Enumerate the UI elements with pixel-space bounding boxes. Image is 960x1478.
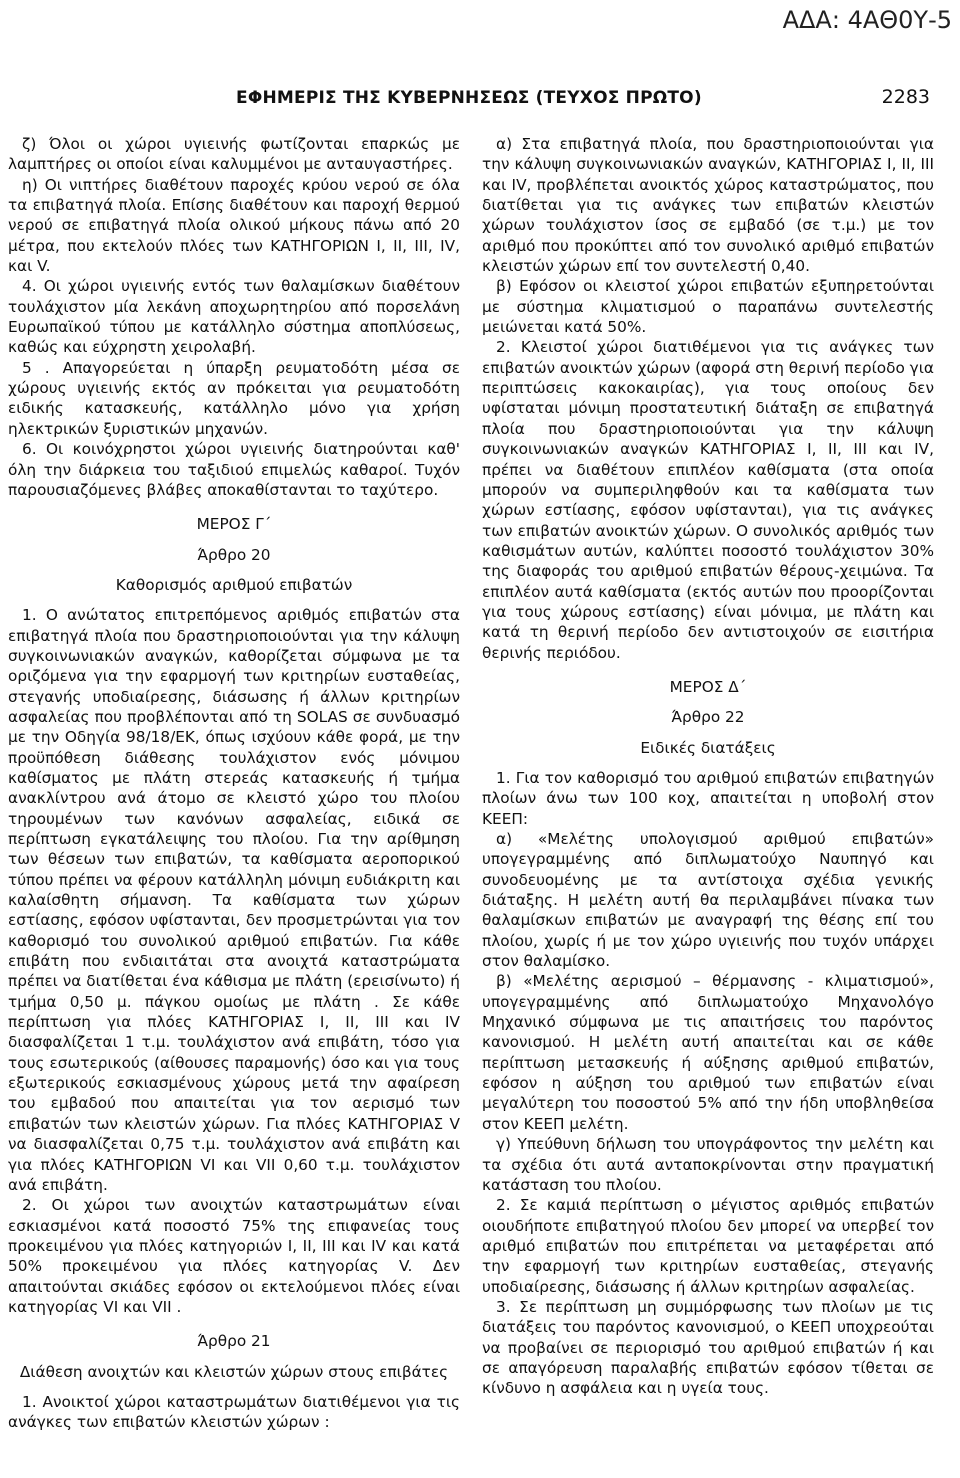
part-heading: ΜΕΡΟΣ Γ΄ bbox=[196, 515, 272, 534]
paragraph: 1. Για τον καθορισμό του αριθμού επιβατών επιβατηγών πλοίων άνω των 100 κοχ, απαιτείται η υποβολή στον ΚΕΕΠ: bbox=[482, 768, 934, 828]
paragraph: η) Οι νιπτήρες διαθέτουν παροχές κρύου νερού σε όλα τα επιβατηγά πλοία. Επίσης διαθέτουν και παροχή θερμού νερού σε επιβατηγά πλοία ολικού μήκους πάνω από 20 μέτρα, που εκτελούν πλόες των ΚΑΤΗΓΟΡΙΩΝ I, II, III, IV, και V. bbox=[8, 175, 460, 276]
article-title: Καθορισμός αριθμού επιβατών bbox=[115, 575, 353, 594]
paragraph: 2. Κλειστοί χώροι διατιθέμενοι για τις ανάγκες των επιβατών ανοικτών χώρων (αφορά στη θερινή περίοδο για περιπτώσεις κακοκαιρίας), για τους οποίους δεν υφίσταται μόνιμη προστατευτική διάταξη σε επιβατηγά πλοία που δραστηριοποιούνται για την κάλυψη συγκοινωνιακών αναγκών ΚΑΤΗΓΟΡΙΑΣ I, II, III και IV, πρέπει να διαθέτουν επιπλέον καθίσματα (στα οποία μπορούν να συμπεριληφθούν και τα καθίσματα των χώρων εστίασης, εφόσον υφίστανται), για τις ανάγκες των επιβατών ανοικτών χώρων. Ο συνολικός αριθμός των καθισμάτων αυτών, καλύπτει ποσοστό τουλάχιστον 30% της διαφοράς του αριθμού επιβατών θέρους-χειμώνα. Τα επιπλέον αυτά καθίσματα (εκτός αυτών που προορίζονται για τους χώρους εστίασης) είναι μόνιμα, με πλάτη και κατά τη θερινή περίοδο δεν αντιστοιχούν σε εισιτήρια θερινής περιόδου. bbox=[482, 338, 934, 662]
page-header bbox=[236, 88, 930, 114]
paragraph: 5 . Απαγορεύεται η ύπαρξη ρευματοδότη μέσα σε χώρους υγιεινής εκτός αν πρόκειται για ρευματοδότη ειδικής κατασκευής, κατάλληλο μόνο για χρήση ηλεκτρικών ξυριστικών μηχανών. bbox=[8, 358, 460, 438]
paragraph: γ) Υπεύθυνη δήλωση του υπογράφοντος την μελέτη και τα σχέδια ότι αυτά ανταποκρίνονται στην πραγματική κατάσταση του πλοίου. bbox=[482, 1135, 934, 1194]
paragraph: ζ) Όλοι οι χώροι υγιεινής φωτίζονται επαρκώς με λαμπτήρες οι οποίοι είναι καλυμμένοι με ανταυγαστήρες. bbox=[8, 135, 460, 174]
article-title: Ειδικές διατάξεις bbox=[640, 738, 776, 757]
article-heading: Άρθρο 21 bbox=[197, 1332, 271, 1351]
article-title: Διάθεση ανοιχτών και κλειστών χώρων στους επιβάτες bbox=[19, 1362, 449, 1381]
paragraph: 4. Οι χώροι υγιεινής εντός των θαλαμίσκων διαθέτουν τουλάχιστον μία λεκάνη αποχωρητηρίου από πορσελάνη Ευρωπαϊκού τύπου με κατάλληλο σύστημα αποπλύσεως, καθώς και εύχρηστη χειρολαβή. bbox=[8, 277, 460, 357]
paragraph: 1. Ο ανώτατος επιτρεπόμενος αριθμός επιβατών στα επιβατηγά πλοία που δραστηριοποιούνται για την κάλυψη συγκοινωνιακών αναγκών, καθορίζεται σύμφωνα με τα οριζόμενα για την εφαρμογή των κριτηρίων ευσταθείας, στεγανής υποδιαίρεσης, διάσωσης ή άλλων κριτηρίων ασφαλείας που προβλέπονται από τη SOLAS σε συνδυασμό με την Οδηγία 98/18/ΕΚ, όπως ισχύουν κάθε φορά, με την προϋπόθεση διάθεσης τουλάχιστον ενός μόνιμου καθίσματος με πλάτη στερεάς κατασκευής ή τμήμα ανακλίντρου ανά άτομο σε κλειστό χώρο του πλοίου τηρουμένων των κανόνων ασφαλείας, ειδικά σε περίπτωση εγκατάλειψης του πλοίου. Για την αρίθμηση των θέσεων των επιβατών, τα καθίσματα αεροπορικού τύπου πρέπει να φέρουν κατάλληλη μόνιμη ευδιάκριτη και καλαίσθητη σήμανση. Τα καθίσματα των χώρων εστίασης, εφόσον υφίστανται, δεν προσμετρώνται για τον καθορισμό του συνολικού αριθμού επιβατών. Για κάθε επιβάτη που ενδιαιτάται στα ανοιχτά καταστρώματα πρέπει να διατίθεται ένα κάθισμα με πλάτη (ερεισίνωτο) ή τμήμα 0,50 μ. πάγκου ομοίως με πλάτη . Σε κάθε περίπτωση για πλόες ΚΑΤΗΓΟΡΙΑΣ I, II, III και IV διασφαλίζεται 1 τ.μ. τουλάχιστον ανά επιβάτη, τόσο για τους εσωτερικούς (αίθουσες παραμονής) όσο και για τους εξωτερικούς εσκιασμένους χώρους μετά την αφαίρεση του εμβαδού που απαιτείται για τον αερισμό των επιβατών των κλειστών χώρων. Για πλόες ΚΑΤΗΓΟΡΙΑΣ V να διασφαλίζεται 0,75 τ.μ. τουλάχιστον ανά επιβάτη και για πλόες ΚΑΤΗΓΟΡΙΩΝ VI και VII 0,60 τ.μ. τουλάχιστον ανά επιβάτη. bbox=[8, 606, 460, 1194]
paragraph: β) «Μελέτης αερισμού – θέρμανσης - κλιματισμού», υπογεγραμμένης από διπλωματούχο Μηχανολόγο Μηχανικό σύμφωνα με τις απαιτήσεις του παρόντος κανονισμού. Η μελέτη αυτή απαιτείται και σε κάθε περίπτωση μετασκευής ή αύξησης αριθμού επιβατών, εφόσον η αύξηση του αριθμού των επιβατών είναι μεγαλύτερη του ποσοστού 5% από την ήδη υποβληθείσα στον ΚΕΕΠ μελέτη. bbox=[482, 972, 934, 1133]
article-heading: Άρθρο 20 bbox=[197, 545, 271, 564]
page-number: 2283 bbox=[881, 86, 930, 108]
paragraph: 2. Σε καμιά περίπτωση ο μέγιστος αριθμός επιβατών οιουδήποτε επιβατηγού πλοίου δεν μπορεί να υπερβεί τον αριθμό επιβατών που επιτρέπεται να μεταφέρεται από την εφαρμογή των κριτηρίων ευσταθείας, στεγανής υποδιαίρεσης, διάσωσης ή άλλων κριτηρίων ασφαλείας. bbox=[482, 1196, 934, 1296]
paragraph: 1. Ανοικτοί χώροι καταστρωμάτων διατιθέμενοι για τις ανάγκες των επιβατών κλειστών χώρων : bbox=[8, 1392, 460, 1432]
paragraph: 3. Σε περίπτωση μη συμμόρφωσης των πλοίων με τις διατάξεις του παρόντος κανονισμού, ο ΚΕΕΠ υποχρεούται να προβαίνει σε περιορισμό του αριθμού επιβατών ή και σε απαγόρευση παραλαβής επιβατών εφόσον τίθεται σε κίνδυνο η ασφάλεια και η υγεία τους. bbox=[482, 1297, 934, 1398]
paragraph: α) «Μελέτης υπολογισμού αριθμού επιβατών» υπογεγραμμένης από διπλωματούχο Ναυπηγό και συνοδευομένης με τα αντίστοιχα σχέδια γενικής διάταξης. Η μελέτη αυτή θα περιλαμβάνει πίνακα των θαλαμίσκων επιβατών με αναγραφή της θέσης επί του πλοίου, χωρίς ή με τον χώρο υγιεινής που τυχόν υπάρχει στον θαλαμίσκο. bbox=[482, 830, 934, 971]
part-heading: ΜΕΡΟΣ Δ΄ bbox=[669, 677, 747, 696]
ada-watermark: ΑΔΑ: 4ΑΘ0Υ-5 bbox=[782, 6, 952, 34]
paragraph: α) Στα επιβατηγά πλοία, που δραστηριοποιούνται για την κάλυψη συγκοινωνιακών αναγκών, ΚΑΤΗΓΟΡΙΑΣ I, II, III και IV, προβλέπεται ανοικτός χώρος καταστρώματος, που διατίθεται για τις ανάγκες των επιβατών κλειστών χώρων τουλάχιστον ίσος σε εμβαδό (σε τ.μ.) με τον αριθμό που προκύπτει από τον συνολικό αριθμό επιβατών κλειστών χώρων επί τον συντελεστή 0,40. bbox=[482, 135, 934, 276]
article-heading: Άρθρο 22 bbox=[671, 708, 745, 727]
gazette-title: ΕΦΗΜΕΡΙΣ ΤΗΣ ΚΥΒΕΡΝΗΣΕΩΣ (ΤΕΥΧΟΣ ΠΡΩΤΟ) bbox=[236, 88, 702, 108]
right-column bbox=[482, 134, 934, 1399]
left-column bbox=[8, 134, 460, 1433]
paragraph: 6. Οι κοινόχρηστοι χώροι υγιεινής διατηρούνται καθ' όλη την διάρκεια του ταξιδιού επιμελώς καθαροί. Τυχόν παρουσιαζόμενες βλάβες αποκαθίστανται το ταχύτερο. bbox=[8, 440, 460, 499]
paragraph: 2. Οι χώροι των ανοιχτών καταστρωμάτων είναι εσκιασμένοι κατά ποσοστό 75% της επιφανείας τους προκειμένου για πλόες κατηγοριών I, II, III και IV και κατά 50% προκειμένου για πλόες κατηγορίας V. Δεν απαιτούνται σκιάδες εφόσον οι εκτελούμενοι πλόες είναι κατηγορίας VI και VII . bbox=[8, 1196, 460, 1316]
paragraph: β) Εφόσον οι κλειστοί χώροι επιβατών εξυπηρετούνται με σύστημα κλιματισμού ο παραπάνω συντελεστής μειώνεται κατά 50%. bbox=[482, 277, 934, 337]
